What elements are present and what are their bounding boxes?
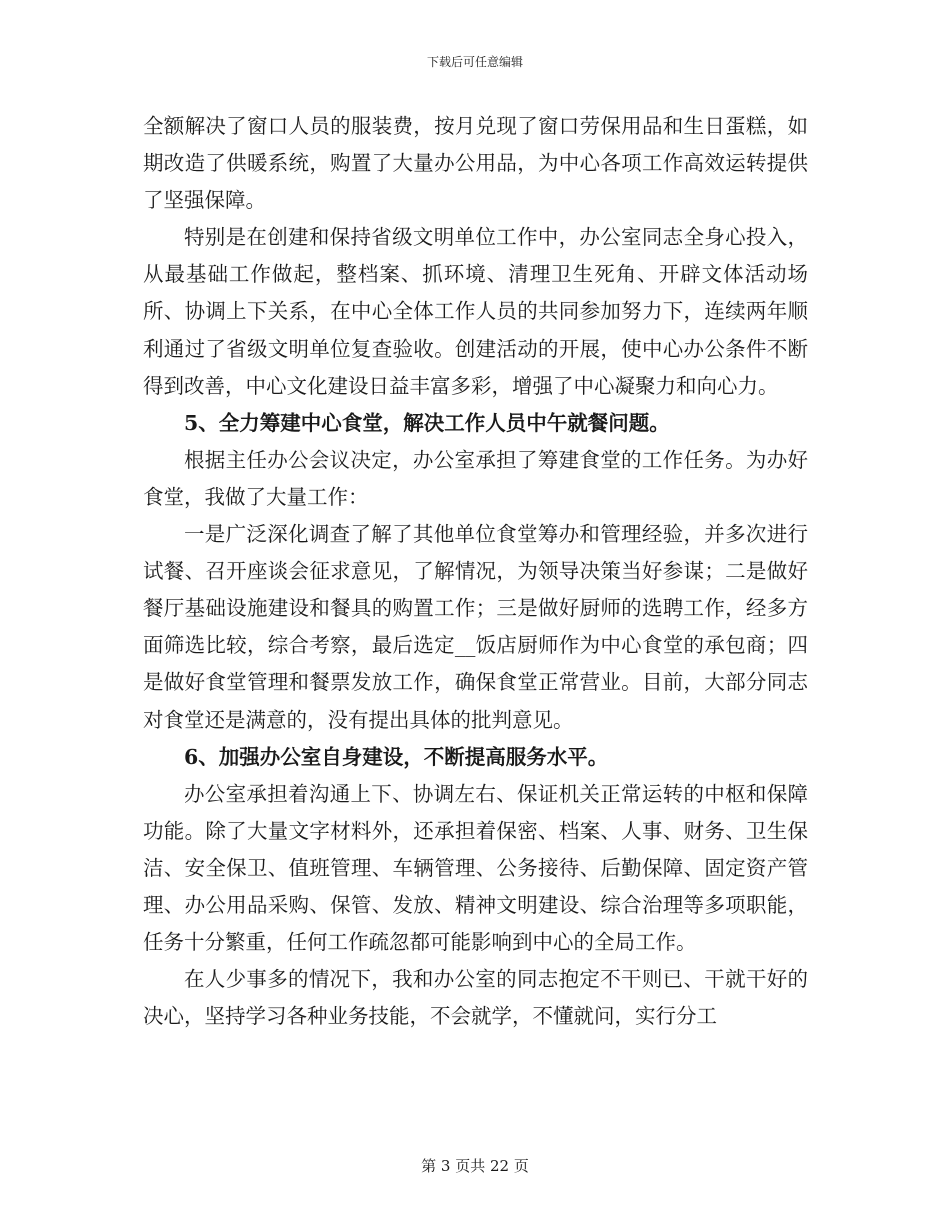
page-header: 下载后可任意编辑 — [426, 55, 523, 69]
paragraph: 根据主任办公会议决定，办公室承担了筹建食堂的工作任务。为办好食堂，我做了大量工作： — [143, 447, 808, 509]
document-body — [143, 108, 808, 1035]
page-number: 第 3 页共 22 页 — [421, 1157, 529, 1175]
paragraph: 特别是在创建和保持省级文明单位工作中，办公室同志全身心投入，从最基础工作做起，整档案、抓环境、清理卫生死角、开辟文体活动场所、协调上下关系，在中心全体工作人员的共同参加努力下，连续两年顺利通过了省级文明单位复查验收。创建活动的开展，使中心办公条件不断得到改善，中心文化建设日益丰富多彩，增强了中心凝聚力和向心力。 — [143, 225, 808, 398]
paragraph: 一是广泛深化调查了解了其他单位食堂筹办和管理经验，并多次进行试餐、召开座谈会征求意见，了解情况，为领导决策当好参谋；二是做好餐厅基础设施建设和餐具的购置工作；三是做好厨师的选聘工作，经多方面筛选比较，综合考察，最后选定__饭店厨师作为中心食堂的承包商；四是做好食堂管理和餐票发放工作，确保食堂正常营业。目前，大部分同志对食堂还是满意的，没有提出具体的批判意见。 — [143, 522, 808, 732]
section-heading: 6、加强办公室自身建设，不断提高服务水平。 — [184, 744, 609, 769]
paragraph: 在人少事多的情况下，我和办公室的同志抱定不干则已、干就干好的决心，坚持学习各种业务技能，不会就学，不懂就问，实行分工 — [143, 967, 808, 1029]
section-heading: 5、全力筹建中心食堂，解决工作人员中午就餐问题。 — [184, 410, 670, 435]
paragraph: 全额解决了窗口人员的服装费，按月兑现了窗口劳保用品和生日蛋糕，如期改造了供暖系统，购置了大量办公用品，为中心各项工作高效运转提供了坚强保障。 — [143, 114, 808, 213]
paragraph: 办公室承担着沟通上下、协调左右、保证机关正常运转的中枢和保障功能。除了大量文字材料外，还承担着保密、档案、人事、财务、卫生保洁、安全保卫、值班管理、车辆管理、公务接待、后勤保障、固定资产管理、办公用品采购、保管、发放、精神文明建设、综合治理等多项职能，任务十分繁重，任何工作疏忽都可能影响到中心的全局工作。 — [143, 781, 808, 955]
